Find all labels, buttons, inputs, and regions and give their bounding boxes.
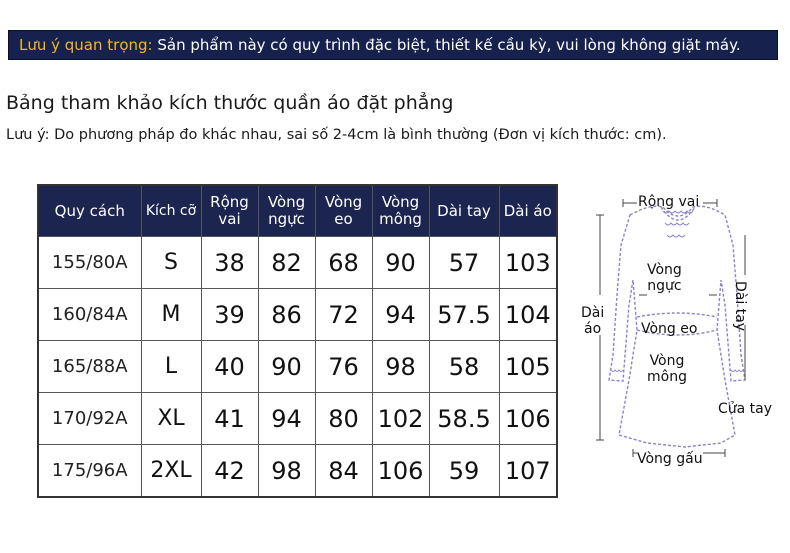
cell-bust: 90	[258, 341, 315, 393]
header-length: Dài áo	[499, 185, 557, 237]
cell-hip: 90	[372, 237, 429, 289]
cell-spec: 155/80A	[38, 237, 141, 289]
cell-waist: 72	[315, 289, 372, 341]
cell-length: 103	[499, 237, 557, 289]
header-hip: Vòng mông	[372, 185, 429, 237]
table-row	[38, 445, 557, 498]
cell-waist: 80	[315, 393, 372, 445]
cell-sleeve: 59	[429, 445, 499, 498]
cell-waist: 76	[315, 341, 372, 393]
cell-shoulder: 39	[201, 289, 258, 341]
cell-bust: 98	[258, 445, 315, 498]
cell-waist: 68	[315, 237, 372, 289]
cell-shoulder: 42	[201, 445, 258, 498]
cell-length: 104	[499, 289, 557, 341]
cell-length: 106	[499, 393, 557, 445]
cell-spec: 165/88A	[38, 341, 141, 393]
notice-label: Lưu ý quan trọng:	[19, 36, 153, 54]
cell-sleeve: 57	[429, 237, 499, 289]
header-shoulder: Rộng vai	[201, 185, 258, 237]
table-row	[38, 341, 557, 393]
cell-hip: 94	[372, 289, 429, 341]
cell-spec: 170/92A	[38, 393, 141, 445]
header-bust: Vòng ngực	[258, 185, 315, 237]
cell-size: S	[141, 237, 201, 289]
cell-spec: 160/84A	[38, 289, 141, 341]
cell-spec: 175/96A	[38, 445, 141, 498]
label-waist: Vòng eo	[641, 321, 698, 337]
notice-message: Sản phẩm này có quy trình đặc biệt, thiết kế cầu kỳ, vui lòng không giặt máy.	[157, 36, 741, 54]
label-sleeve-length: Dài tay	[732, 281, 748, 332]
header-waist: Vòng eo	[315, 185, 372, 237]
page-title: Bảng tham khảo kích thước quần áo đặt phẳng	[6, 92, 454, 114]
table-row	[38, 393, 557, 445]
cell-shoulder: 38	[201, 237, 258, 289]
measurement-note: Lưu ý: Do phương pháp đo khác nhau, sai số 2-4cm là bình thường (Đơn vị kích thước: cm).	[6, 127, 667, 143]
cell-size: M	[141, 289, 201, 341]
cell-waist: 84	[315, 445, 372, 498]
cell-hip: 102	[372, 393, 429, 445]
header-size: Kích cỡ	[141, 185, 201, 237]
important-notice-banner	[8, 30, 778, 60]
cell-bust: 94	[258, 393, 315, 445]
header-spec: Quy cách	[38, 185, 141, 237]
cell-size: 2XL	[141, 445, 201, 498]
label-hip: Vòng mông	[647, 353, 687, 385]
table-row	[38, 237, 557, 289]
cell-sleeve: 58.5	[429, 393, 499, 445]
cell-length: 105	[499, 341, 557, 393]
cell-hip: 98	[372, 341, 429, 393]
cell-sleeve: 57.5	[429, 289, 499, 341]
size-chart-table	[37, 184, 558, 498]
cell-hip: 106	[372, 445, 429, 498]
label-shoulder-width: Rộng vai	[638, 194, 700, 210]
cell-bust: 86	[258, 289, 315, 341]
cell-shoulder: 41	[201, 393, 258, 445]
cell-sleeve: 58	[429, 341, 499, 393]
cell-bust: 82	[258, 237, 315, 289]
label-bust: Vòng ngực	[647, 262, 682, 294]
cell-length: 107	[499, 445, 557, 498]
label-cuff: Cửa tay	[718, 401, 773, 417]
garment-measurement-diagram	[575, 185, 785, 475]
cell-size: L	[141, 341, 201, 393]
header-sleeve: Dài tay	[429, 185, 499, 237]
label-dress-length: Dài áo	[581, 305, 605, 337]
cell-shoulder: 40	[201, 341, 258, 393]
table-row	[38, 289, 557, 341]
table-header-row	[38, 185, 557, 237]
cell-size: XL	[141, 393, 201, 445]
label-hem: Vòng gấu	[637, 451, 703, 467]
